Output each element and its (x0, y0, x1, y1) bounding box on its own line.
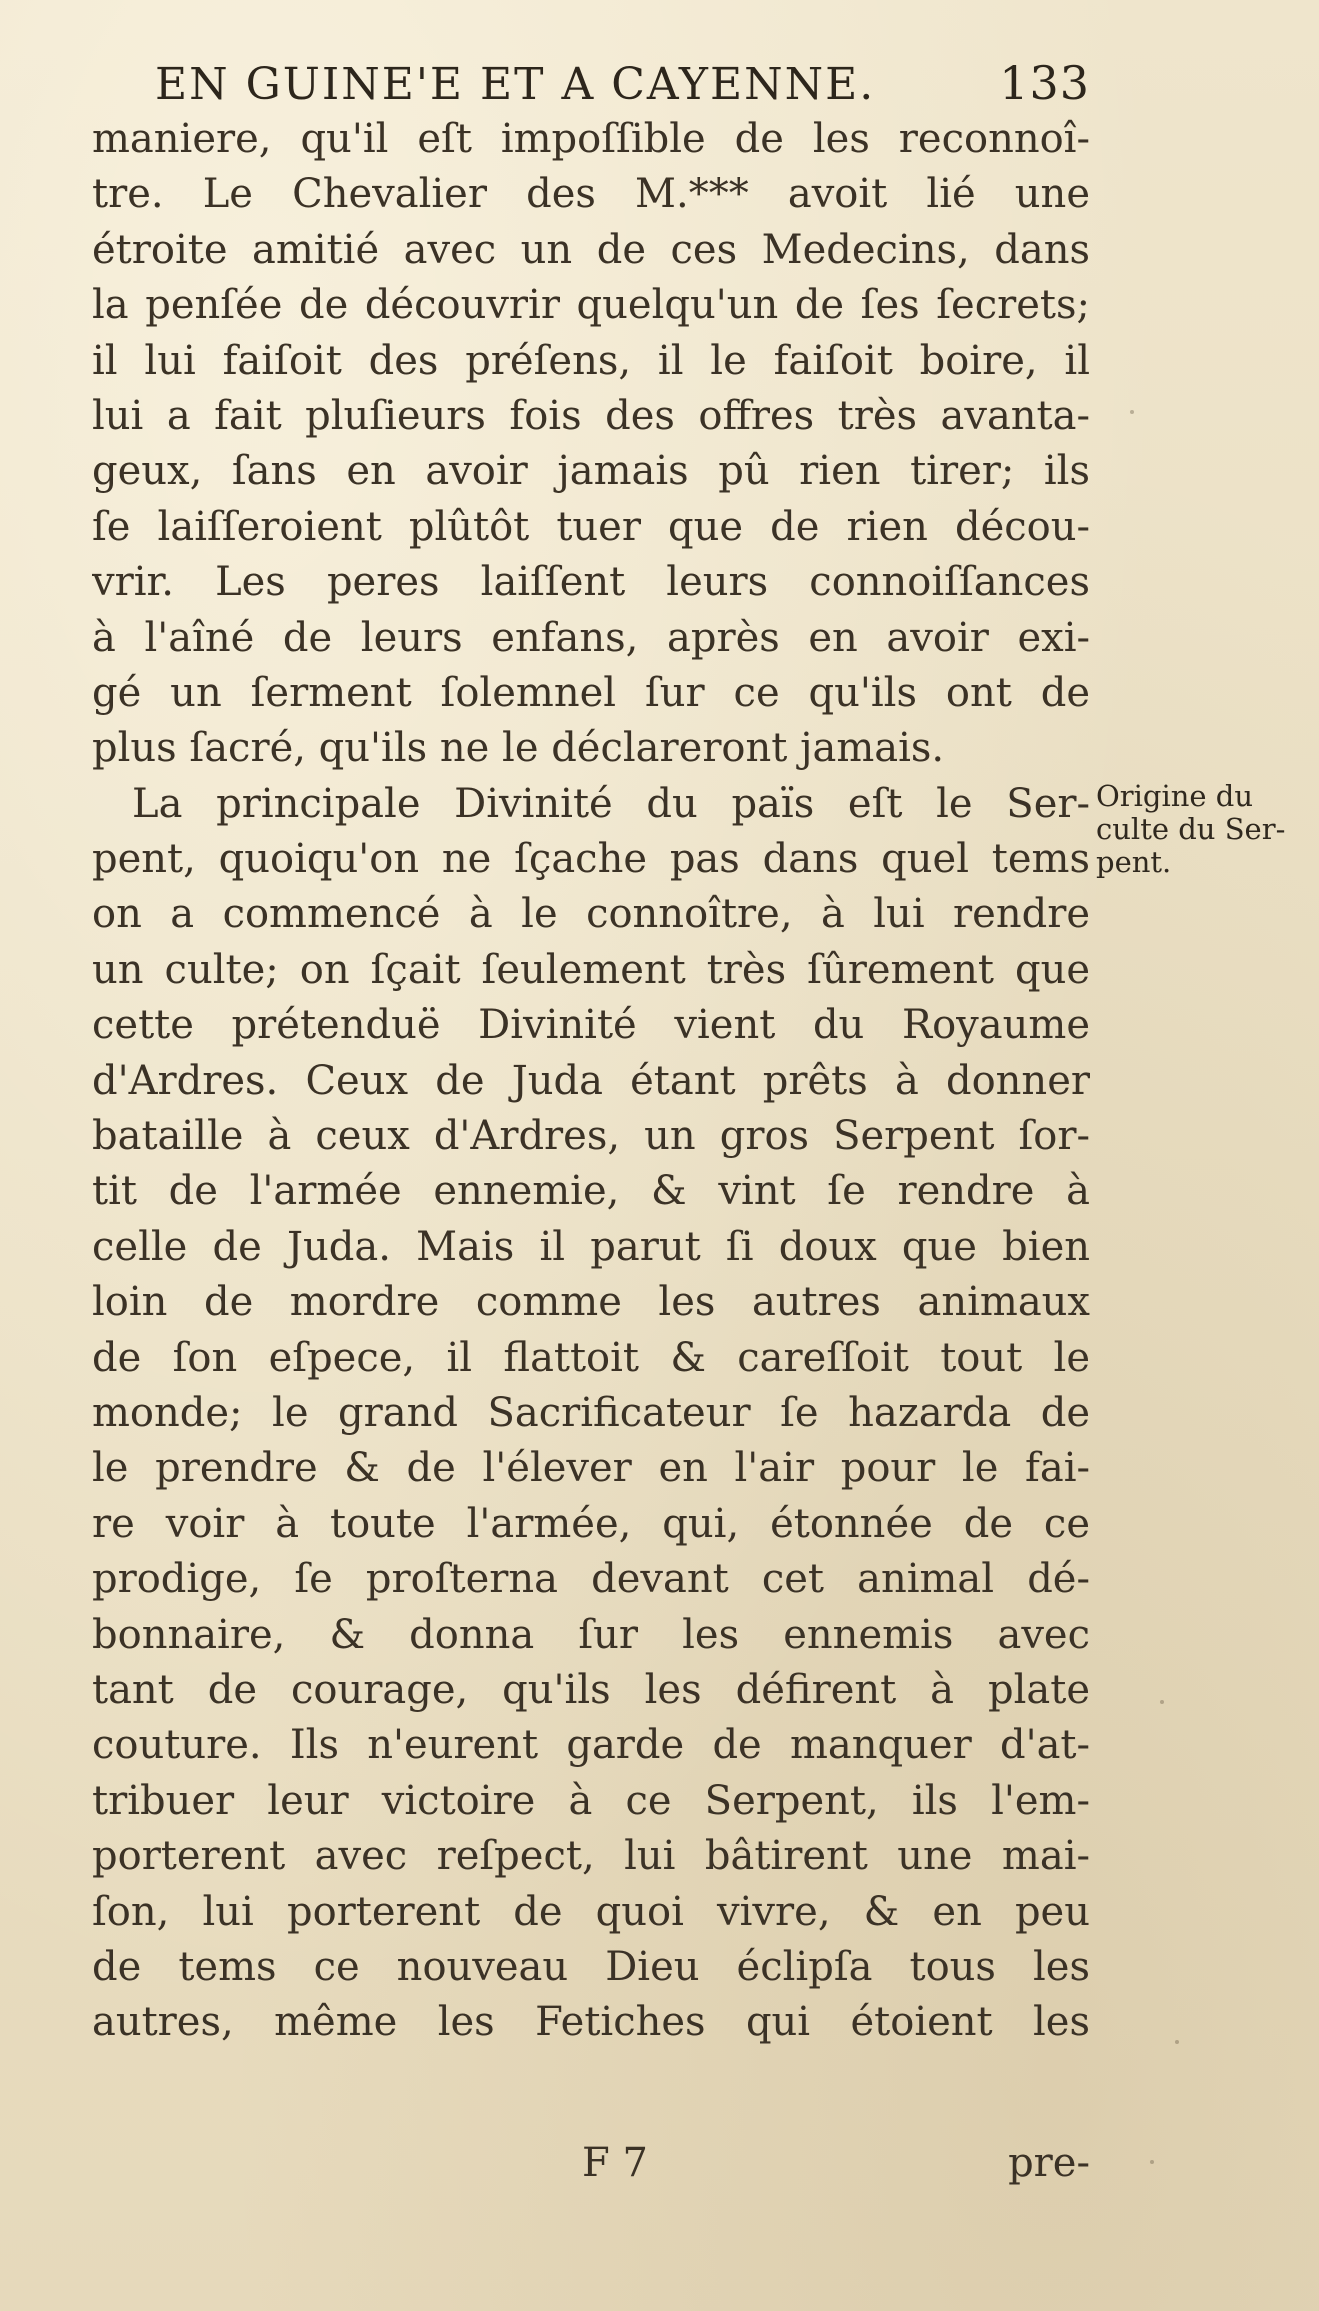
text-line: la penſée de découvrir quelqu'un de ſes ſecrets; (92, 282, 1090, 329)
text-line: autres, même les Fetiches qui étoient les (92, 1999, 1090, 2046)
text-line: couture. Ils n'eurent garde de manquer d'at- (92, 1722, 1090, 1769)
text-line: il lui faiſoit des préſens, il le faiſoit boire, il (92, 337, 1090, 384)
paragraph-start-line: La principale Divinité du païs eſt le Ser- (132, 780, 1090, 827)
text-line: à l'aîné de leurs enfans, après en avoir exi- (92, 614, 1090, 661)
text-line: de ſon eſpece, il flattoit & careſſoit tout le (92, 1334, 1090, 1381)
text-line: pent, quoiqu'on ne ſçache pas dans quel tems (92, 836, 1090, 883)
text-line: re voir à toute l'armée, qui, étonnée de ce (92, 1500, 1090, 1547)
text-line: un culte; on ſçait ſeulement très ſûrement que (92, 946, 1090, 993)
text-line: tit de l'armée ennemie, & vint ſe rendre à (92, 1168, 1090, 1215)
running-title: EN GUINE'E ET A CAYENNE. (155, 59, 876, 110)
text-line: on a commencé à le connoître, à lui rendre (92, 891, 1090, 938)
margin-note (1096, 780, 1311, 879)
catchword: pre- (1008, 2140, 1090, 2186)
paper-speck (1130, 410, 1134, 414)
paper-speck (1175, 2040, 1179, 2044)
text-line: étroite amitié avec un de ces Medecins, dans (92, 226, 1090, 273)
text-line: tant de courage, qu'ils les défirent à plate (92, 1666, 1090, 1713)
text-line: gé un ſerment ſolemnel ſur ce qu'ils ont de (92, 669, 1090, 716)
text-line: le prendre & de l'élever en l'air pour le fai- (92, 1445, 1090, 1492)
text-line: cette prétenduë Divinité vient du Royaume (92, 1002, 1090, 1049)
text-line: bonnaire, & donna ſur les ennemis avec (92, 1611, 1090, 1658)
signature-mark: F 7 (582, 2140, 648, 2186)
margin-note-line: Origine du (1096, 779, 1254, 813)
text-line: d'Ardres. Ceux de Juda étant prêts à donner (92, 1057, 1090, 1104)
text-line: lui a fait pluſieurs fois des offres très avanta- (92, 392, 1090, 439)
text-line: tre. Le Chevalier des M.*** avoit lié une (92, 171, 1090, 218)
paragraph-end-line: plus ſacré, qu'ils ne le déclareront jamais. (92, 725, 945, 772)
paper-speck (1160, 1700, 1164, 1704)
margin-note-line: culte du Ser- (1096, 812, 1286, 846)
text-line: de tems ce nouveau Dieu éclipſa tous les (92, 1943, 1090, 1990)
text-line: celle de Juda. Mais il parut ſi doux que bien (92, 1223, 1090, 1270)
text-line: ſon, lui porterent de quoi vivre, & en peu (92, 1888, 1090, 1935)
text-line: porterent avec reſpect, lui bâtirent une mai- (92, 1833, 1090, 1880)
text-line: maniere, qu'il eſt impoſſible de les reconnoî- (92, 116, 1090, 162)
page-header (155, 30, 1090, 110)
text-line: bataille à ceux d'Ardres, un gros Serpent ſor- (92, 1113, 1090, 1160)
text-line: geux, ſans en avoir jamais pû rien tirer; ils (92, 448, 1090, 495)
text-line: monde; le grand Sacrificateur ſe hazarda de (92, 1389, 1090, 1436)
page-number: 133 (999, 56, 1090, 110)
paper-speck (1150, 2160, 1154, 2164)
page-footer (92, 2140, 1090, 2200)
text-line: tribuer leur victoire à ce Serpent, ils l'em- (92, 1777, 1090, 1824)
text-line: vrir. Les peres laiſſent leurs connoiſſances (92, 559, 1090, 606)
margin-note-line: pent. (1096, 845, 1172, 879)
body-text (92, 112, 1090, 2051)
text-line: ſe laiſſeroient plûtôt tuer que de rien décou- (92, 503, 1090, 550)
text-line: prodige, ſe proſterna devant cet animal dé- (92, 1556, 1090, 1603)
text-line: loin de mordre comme les autres animaux (92, 1279, 1090, 1326)
